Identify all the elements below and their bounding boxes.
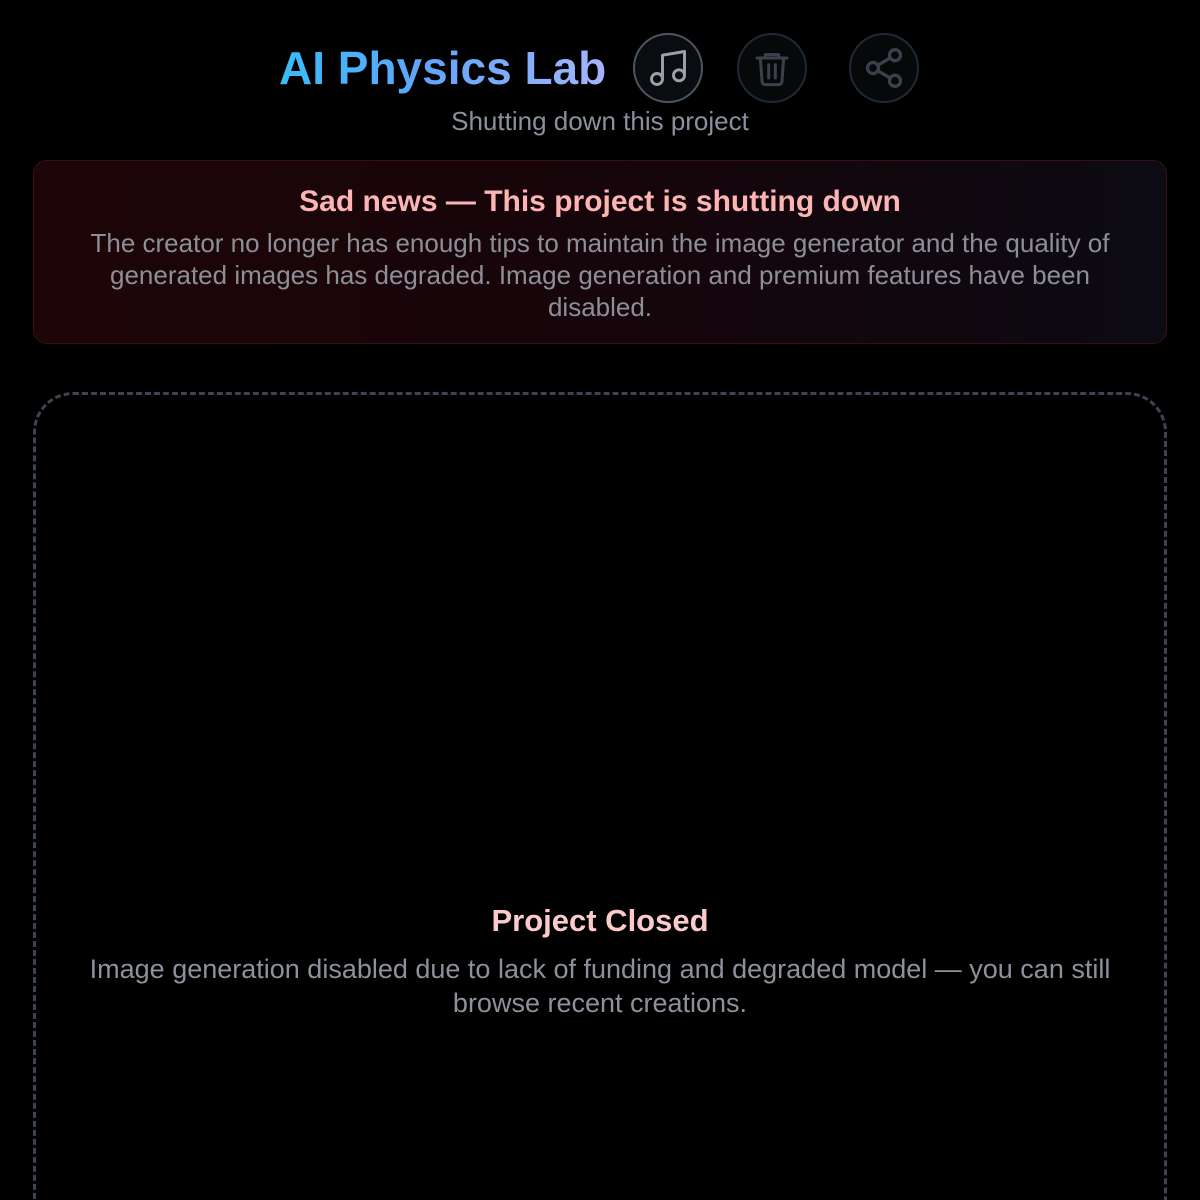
- header: [0, 30, 1200, 106]
- music-note-icon: [646, 46, 690, 90]
- delete-button[interactable]: [737, 33, 807, 103]
- page-subtitle: Shutting down this project: [451, 106, 749, 136]
- share-icon: [862, 46, 906, 90]
- share-button[interactable]: [849, 33, 919, 103]
- notice-title: Sad news — This project is shutting down: [299, 185, 901, 218]
- closed-message: Image generation disabled due to lack of funding and degraded model — you can still browse recent creations.: [89, 954, 1111, 1018]
- notice-body: The creator no longer has enough tips to maintain the image generator and the quality of generated images has degraded. Image generation and premium features have been disabled.: [90, 228, 1110, 322]
- app-title: AI Physics Lab: [279, 42, 607, 94]
- closed-title: Project Closed: [491, 903, 709, 938]
- shutdown-notice: [33, 160, 1167, 344]
- music-button[interactable]: [633, 33, 703, 103]
- generator-panel: [33, 392, 1167, 1200]
- trash-icon: [752, 48, 792, 88]
